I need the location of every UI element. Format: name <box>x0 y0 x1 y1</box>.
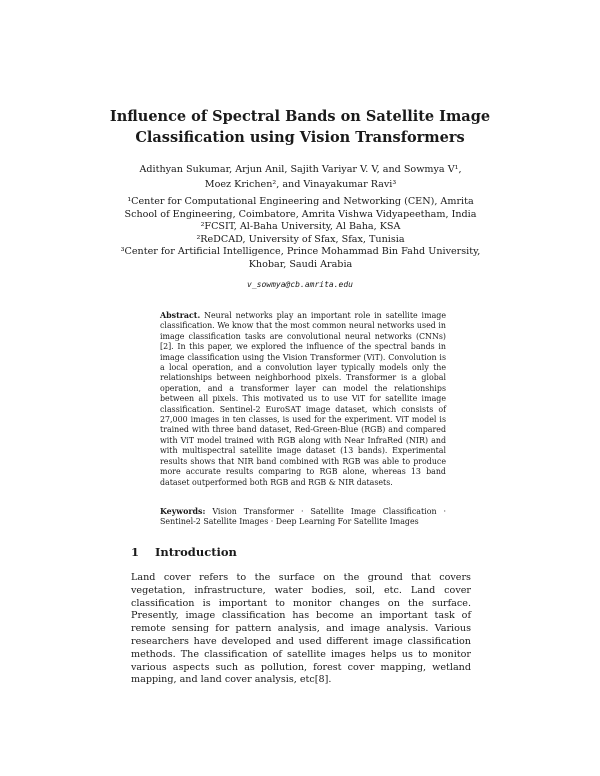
keywords-text: Vision Transformer · Satellite Image Classification · Sentinel-2 Satellite Images · Deep Learning For Satellite Images <box>160 507 447 527</box>
paper-title: Influence of Spectral Bands on Satellite Image Classification using Vision Transformers <box>109 108 491 146</box>
section-number: 1 <box>131 545 140 559</box>
abstract-text: Neural networks play an important role in satellite image classification. We know that the most common neural networks used in image classification tasks are convolutional neural networks (CNNs) [2]. In this paper, we explored the influence of the spectral bands in image classification using the Vision Transformer (ViT). Convolution is a local operation, and a convolution layer typically models only the relationships between neighborhood pixels. Transformer is a global operation, and a transformer layer can model the relationships between all pixels. This motivated us to use ViT for satellite image classification. Sentinel-2 EuroSAT image dataset, which consists of 27,000 images in ten classes, is used for the experiment. ViT model is trained with three band dataset, Red-Green-Blue (RGB) and compared with ViT model trained with RGB along with Near InfraRed (NIR) and with multispectral satellite image dataset (13 bands). Experimental results shows that NIR band combined with RGB was able to produce more accurate results comparing to RGB alone, whereas 13 band dataset outperformed both RGB and RGB & NIR datasets. <box>160 311 446 487</box>
affiliation-3: ²ReDCAD, University of Sfax, Sfax, Tunisia <box>196 233 405 245</box>
affiliation-2: ²FCSIT, Al-Baha University, Al Baha, KSA <box>200 221 401 233</box>
contact-email: v_sowmya@cb.amrita.edu <box>247 280 353 289</box>
intro-paragraph: Land cover refers to the surface on the ground that covers vegetation, infrastructure, water bodies, soil, etc. Land cover classification is important to monitor changes on the surface. Presently, image classification has become an important task of remote sensing for pattern analysis, and image analysis. Various researchers have developed and used different image classification methods. The classification of satellite images helps us to monitor various aspects such as pollution, forest cover mapping, wetland mapping, and land cover analysis, etc[8]. <box>131 572 471 686</box>
keywords <box>160 507 446 528</box>
abstract <box>160 311 446 488</box>
section-title: Introduction <box>155 545 237 559</box>
keywords-label: Keywords: <box>160 507 206 516</box>
affiliations <box>118 196 483 272</box>
abstract-label: Abstract. <box>160 311 201 320</box>
author-list: Adithyan Sukumar, Arjun Anil, Sajith Variyar V. V, and Sowmya V¹, Moez Krichen², and Vinayakumar Ravi³ <box>139 164 462 190</box>
section-heading <box>131 545 237 559</box>
affiliation-4: ³Center for Artificial Intelligence, Prince Mohammad Bin Fahd University, Khobar, Saudi Arabia <box>120 246 481 270</box>
affiliation-1: ¹Center for Computational Engineering and Networking (CEN), Amrita School of Engineering, Coimbatore, Amrita Vishwa Vidyapeetham, India <box>124 196 477 220</box>
